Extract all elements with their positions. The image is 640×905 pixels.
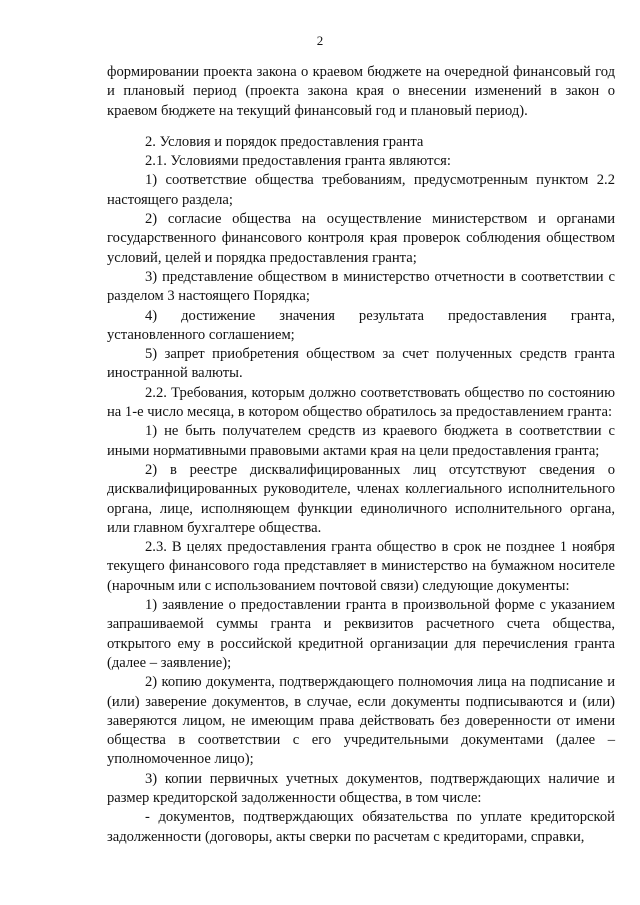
paragraph: 5) запрет приобретения обществом за счет полученных средств гранта иностранной валюты.: [107, 346, 615, 382]
paragraph: 2.1. Условиями предоставления гранта являются:: [145, 153, 451, 170]
paragraph: 2) копию документа, подтверждающего полномочия лица на подписание и (или) заверение документов, в случае, если документы подписываются и (или) заверяются лицом, не имеющим права действовать без доверенности от имени общества в соответствии с его учредительными документами (далее – уполномоченное лицо);: [107, 674, 615, 768]
paragraph: 2) согласие общества на осуществление министерством и органами государственного финансового контроля края проверок соблюдения обществом условий, целей и порядка предоставления гранта;: [107, 211, 615, 266]
page-number: 2: [316, 33, 324, 48]
document-body: [107, 63, 615, 847]
paragraph: 2. Условия и порядок предоставления гранта: [145, 133, 424, 150]
paragraph: 2.2. Требования, которым должно соответствовать общество по состоянию на 1-е число месяца, в котором общество обратилось за предоставлением гранта:: [107, 384, 615, 421]
paragraph: 3) представление обществом в министерство отчетности в соответствии с разделом 3 настоящего Порядка;: [107, 268, 615, 305]
paragraph: 4) достижение значения результата предоставления гранта, установленного соглашением;: [107, 307, 615, 343]
paragraph: 2.3. В целях предоставления гранта общество в срок не позднее 1 ноября текущего финансового года представляет в министерство на бумажном носителе (нарочным или с использованием почтовой связи) следующие документы:: [107, 539, 615, 594]
paragraph: 1) соответствие общества требованиям, предусмотренным пунктом 2.2 настоящего раздела;: [107, 172, 615, 208]
paragraph: 1) не быть получателем средств из краевого бюджета в соответствии с иными нормативными правовыми актами края на цели предоставления гранта;: [107, 423, 615, 459]
paragraph: - документов, подтверждающих обязательства по уплате кредиторской задолженности (договоры, акты сверки по расчетам с кредиторами, справки,: [107, 809, 615, 845]
paragraph: 3) копии первичных учетных документов, подтверждающих наличие и размер кредиторской задолженности общества, в том числе:: [107, 770, 615, 806]
paragraph: 1) заявление о предоставлении гранта в произвольной форме с указанием запрашиваемой суммы гранта и реквизитов расчетного счета общества, открытого ему в российской кредитной организации для перечисления гранта (далее – заявление);: [107, 597, 615, 671]
paragraph: 2) в реестре дисквалифицированных лиц отсутствуют сведения о дисквалифицированных руководителе, членах коллегиального исполнительного органа, лице, исполняющем функции единоличного исполнительного органа, или главном бухгалтере общества.: [107, 461, 615, 536]
paragraph: формировании проекта закона о краевом бюджете на очередной финансовый год и плановый период (проекта закона края о внесении изменений в закон о краевом бюджете на текущий финансовый год и плановый период).: [107, 64, 615, 119]
